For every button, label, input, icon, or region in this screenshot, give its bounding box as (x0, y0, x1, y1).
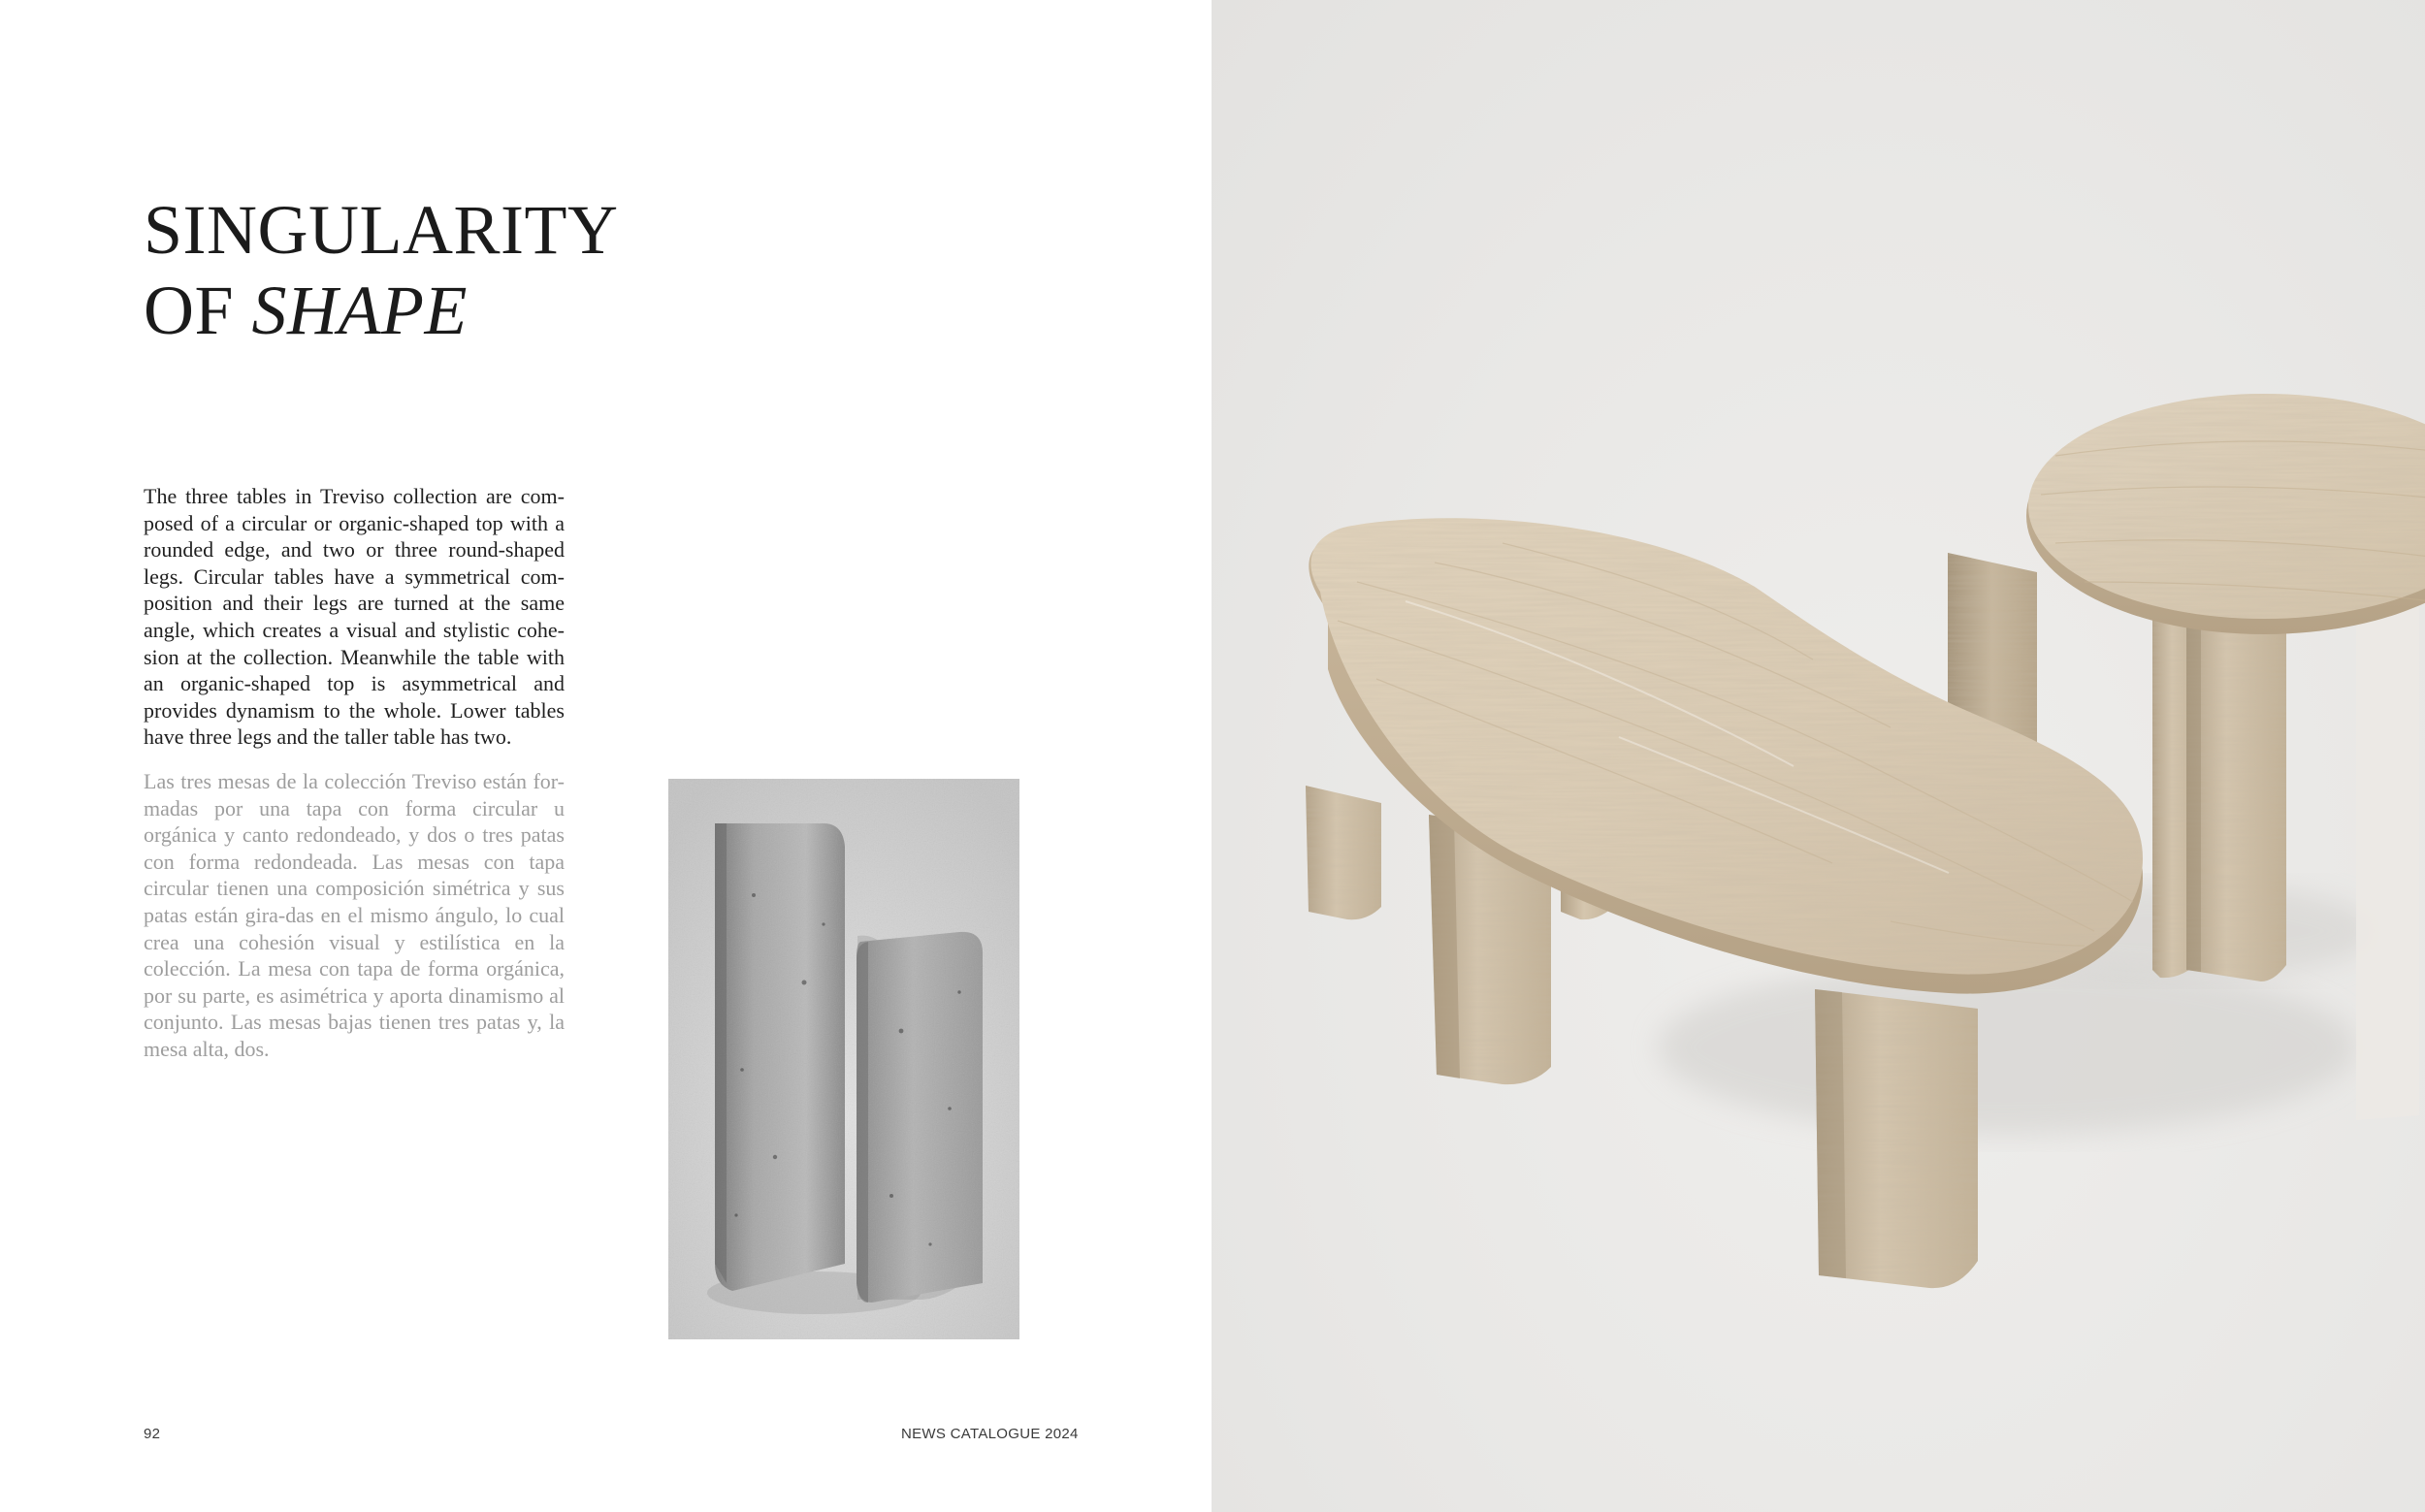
body-text-english: The three tables in Treviso collection are com-posed of a circular or organic-shaped top with a rounded edge, and two or three round-shaped legs. Circular tables have a symmetrical com-position and their legs are turned at the same angle, which creates a visual and stylistic cohe-sion at the collection. Meanwhile the table with an organic-shaped top is asymmetrical and provides dynamism to the whole. Lower tables have three legs and the taller table has two. (144, 484, 565, 750)
title-line-1: SINGULARITY (144, 191, 619, 269)
catalogue-label: NEWS CATALOGUE 2024 (901, 1426, 1079, 1442)
title-line-2-italic: SHAPE (251, 272, 468, 349)
body-text-spanish: Las tres mesas de la colección Treviso están for-madas por una tapa con forma circular u orgánica y canto redondeado, y dos o tres patas con forma redondeada. Las mesas con tapa circular tienen una composición simétrica y sus patas están gira-das en el mismo ángulo, lo cual crea una cohesión visual y estilística en la colección. La mesa con tapa de forma orgánica, por su parte, es asimétrica y aporta dinamismo al conjunto. Las mesas bajas tienen tres patas y, la mesa alta, dos. (144, 769, 565, 1061)
left-page (0, 0, 1212, 1512)
title-line-2-prefix: OF (144, 272, 252, 349)
treviso-tables-photo (1212, 0, 2425, 1512)
leg-detail-photo (668, 779, 1019, 1339)
leg-detail-illustration (668, 779, 1019, 1339)
page-number: 92 (144, 1426, 161, 1442)
right-page (1212, 0, 2425, 1512)
title-line-2 (144, 271, 618, 351)
page-title (144, 190, 618, 351)
